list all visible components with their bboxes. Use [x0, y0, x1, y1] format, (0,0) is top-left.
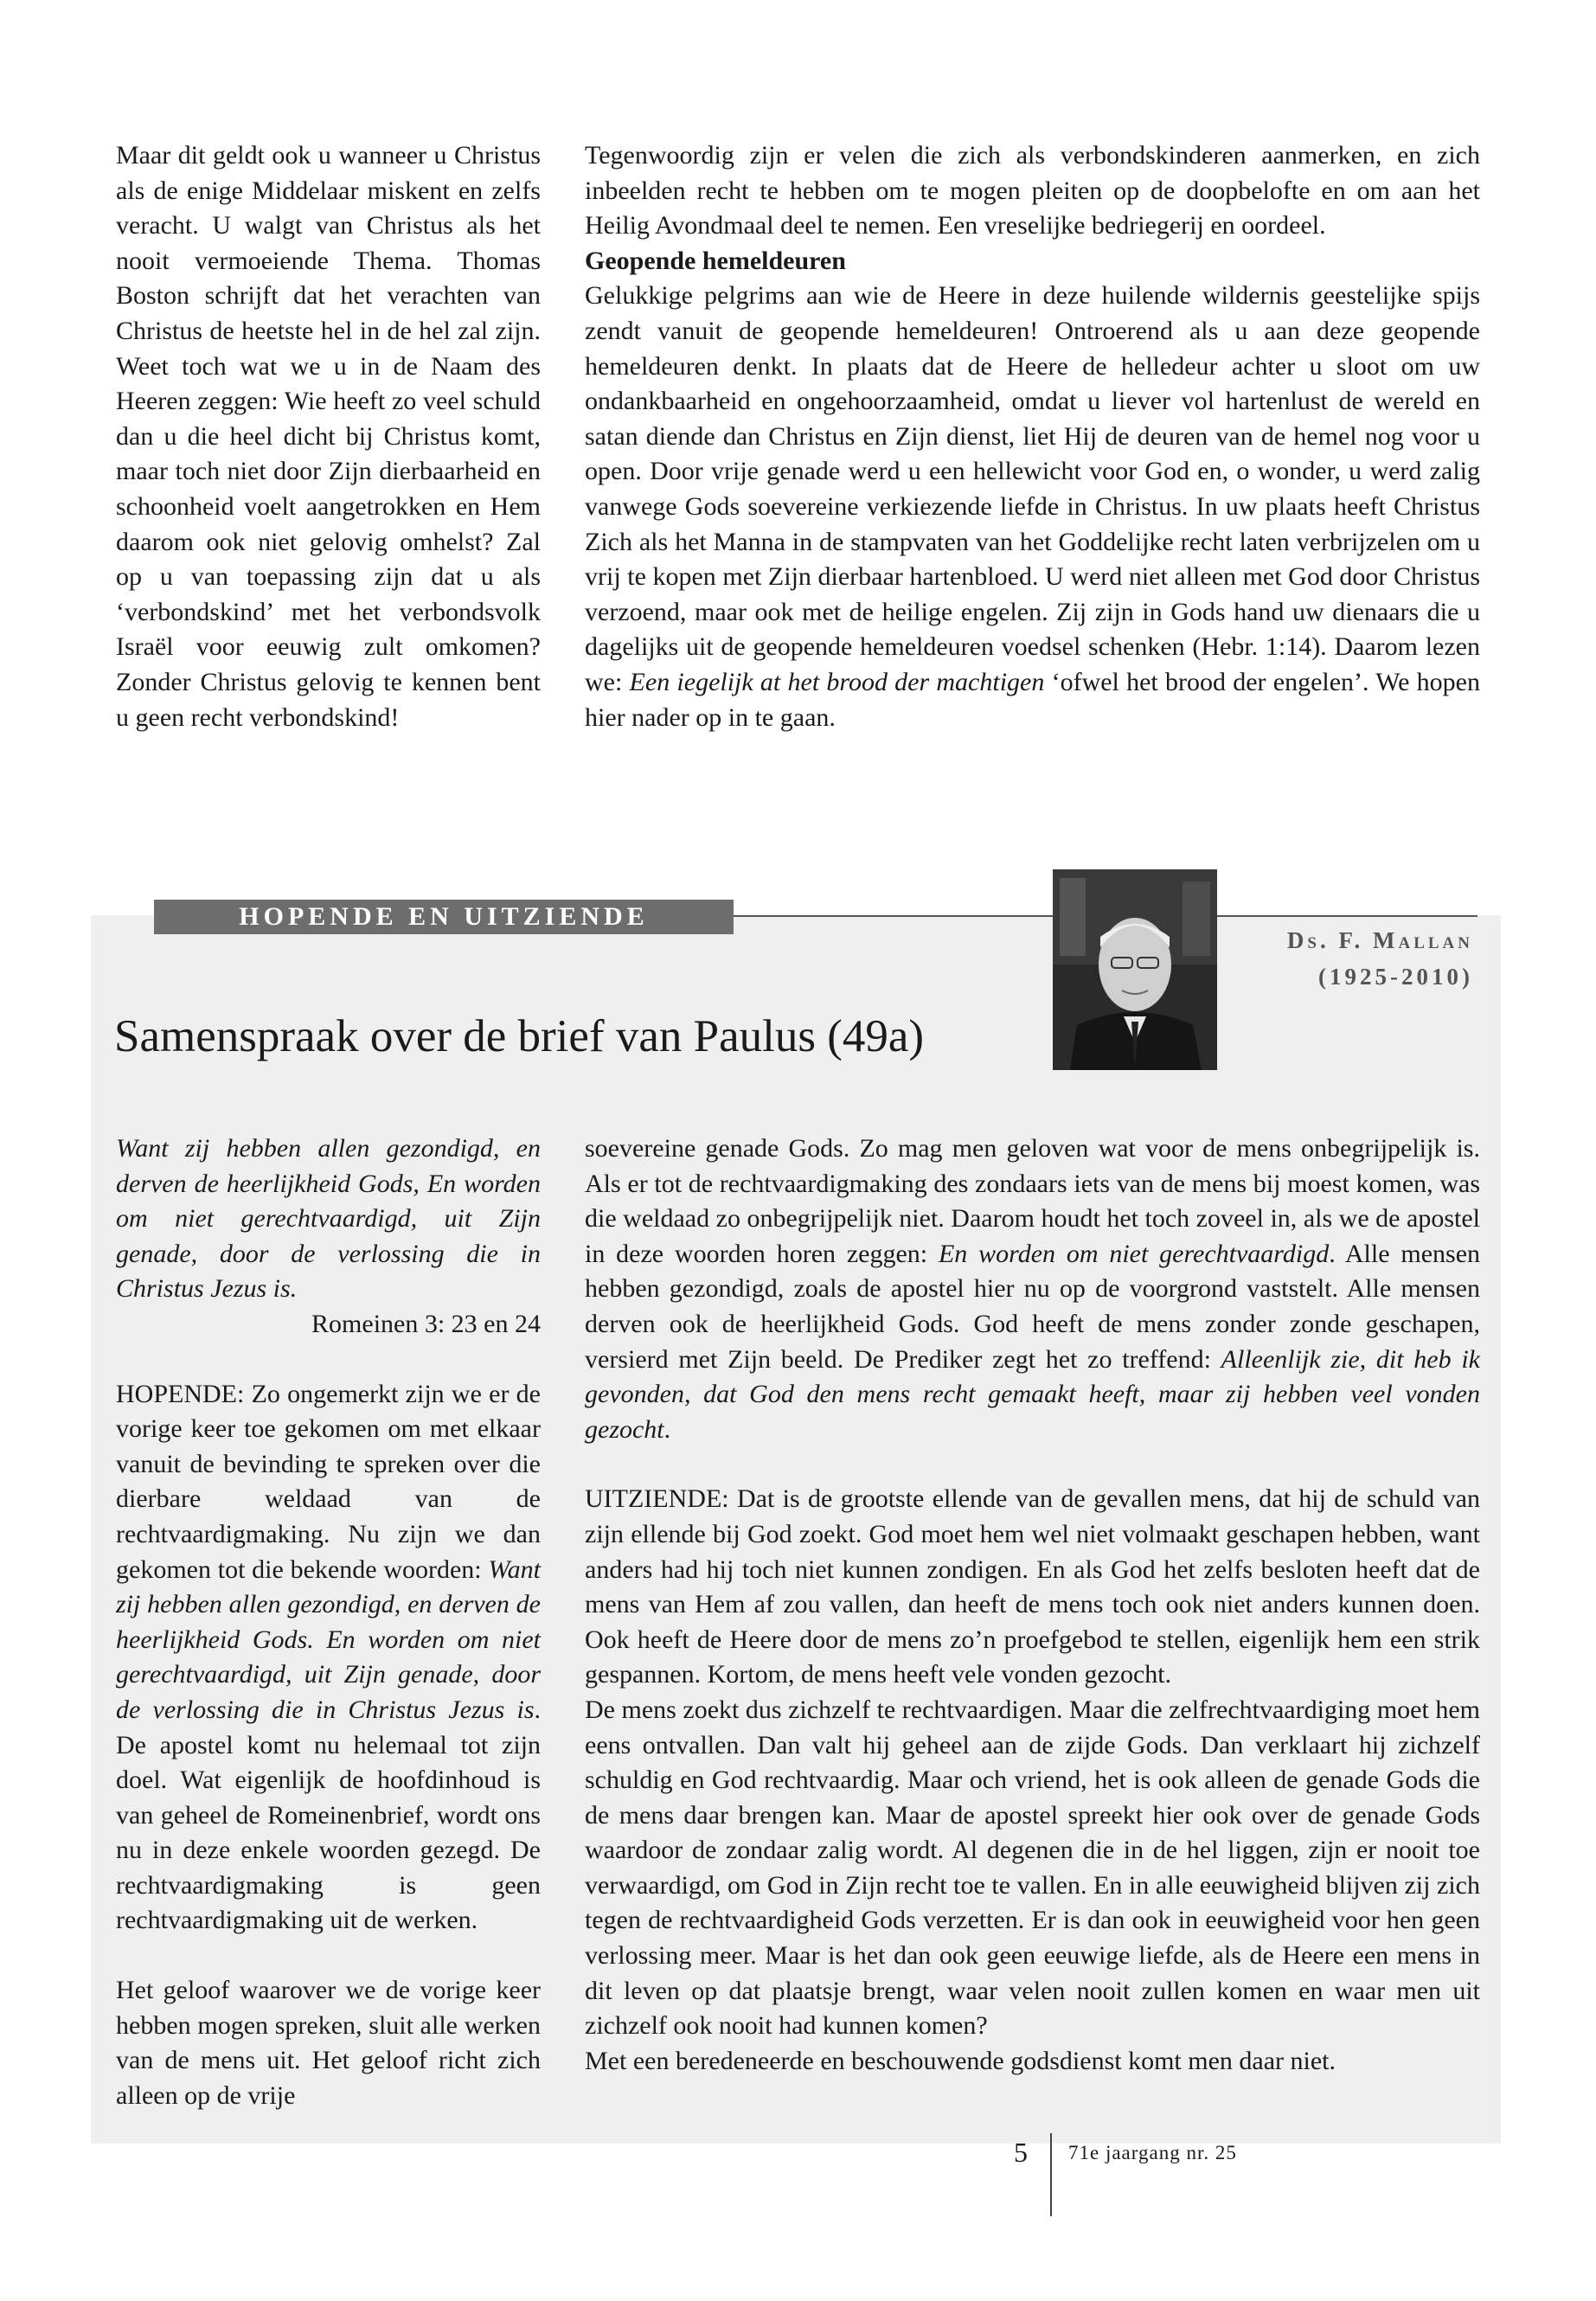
paragraph-text: soevereine genade Gods. Zo mag men geloven wat voor de mens onbegrijpelijk is. Als er tot de rechtvaardigmaking des zondaars iets van de mens bij moest komen, was die weldaad zo onbegrijpelijk niet. Daarom houdt het toch zoveel in, als we de apostel in deze woorden horen zeggen: — [585, 1134, 1480, 1268]
paragraph-text: . De apostel komt nu helemaal tot zijn doel. Wat eigenlijk de hoofdinhoud is van geheel de Romeinenbrief, wordt ons nu in deze enkele woorden gezegd. De rechtvaardigmaking is geen rechtvaardigmaking uit de werken. — [116, 1695, 541, 1935]
section-subheading: Geopende hemeldeuren — [585, 246, 846, 275]
article-title: Samenspraak over de brief van Paulus (49a) — [114, 1011, 925, 1061]
top-right-paragraph-1: Tegenwoordig zijn er velen die zich als verbondskinderen aanmerken, en zich inbeelden recht te hebben om te mogen pleiten op de doopbelofte en om aan het Heilig Avondmaal deel te nemen. Een vreselijke bedriegerij en oordeel. — [585, 141, 1480, 240]
epigraph-reference: Romeinen 3: 23 en 24 — [311, 1309, 541, 1338]
page-number: 5 — [1014, 2137, 1028, 2168]
lower-right-column — [585, 1131, 1480, 2079]
lower-right-paragraph-2: UITZIENDE: Dat is de grootste ellende van de gevallen mens, dat hij de schuld van zijn ellende bij God zoekt. God moet hem wel niet volmaakt geschapen hebben, want anders had hij toch niet kunnen zondigen. En als God het zelfs besloten heeft dat de mens van Hem af zou vallen, dan heeft de mens toch ook niet anders kunnen doen. Ook heeft de Heere door de mens zo’n proefgebod te stellen, eigenlijk hem een strik gespannen. Kortom, de mens heeft vele vonden gezocht. — [585, 1484, 1480, 1689]
lower-left-paragraph-1 — [116, 1377, 541, 1939]
issue-label: 71e jaargang nr. 25 — [1068, 2142, 1237, 2163]
paragraph-text: HOPENDE: Zo ongemerkt zijn we er de vorige keer toe gekomen om met elkaar vanuit de bevinding te spreken over die dierbare weldaad van de rechtvaardigmaking. Nu zijn we dan gekomen tot die bekende woorden: — [116, 1379, 541, 1584]
author-photo — [1053, 869, 1217, 1070]
author-byline — [1287, 922, 1473, 995]
scripture-quote: Een iegelijk at het brood der machtigen — [629, 667, 1045, 696]
scripture-quote: En worden om niet gerechtvaardigd — [938, 1239, 1330, 1268]
scripture-quote: Want zij hebben allen gezondigd, en derven de heerlijkheid Gods. En worden om niet gerechtvaardigd, uit Zijn genade, door de verlossing die in Christus Jezus is — [116, 1554, 541, 1724]
scripture-quote: Alleenlijk zie, dit heb ik gevonden, dat God den mens recht gemaakt heeft, maar zij hebben veel vonden gezocht — [585, 1344, 1480, 1444]
paragraph-text: ‘ofwel het brood der engelen’. We hopen hier nader op in te gaan. — [585, 667, 1480, 732]
top-left-paragraph: Maar dit geldt ook u wanneer u Christus als de enige Middelaar miskent en zelfs veracht. U walgt van Christus als het nooit vermoeiende Thema. Thomas Boston schrijft dat het verachten van Christus de heetste hel in de hel zal zijn. Weet toch wat we u in de Naam des Heeren zeggen: Wie heeft zo veel schuld dan u die heel dicht bij Christus komt, maar toch niet door Zijn dierbaarheid en schoonheid voelt aangetrokken en Hem daarom ook niet gelovig omhelst? Zal op u van toepassing zijn dat u als ‘verbondskind’ met het verbondsvolk Israël voor eeuwig zult omkomen? Zonder Christus gelovig te kennen bent u geen recht verbondskind! — [116, 141, 541, 732]
lower-left-paragraph-2: Het geloof waarover we de vorige keer hebben mogen spreken, sluit alle werken van de mens uit. Het geloof richt zich alleen op de vrije — [116, 1976, 541, 2110]
lower-right-paragraph-3: De mens zoekt dus zichzelf te rechtvaardigen. Maar die zelfrechtvaardiging moet hem eens ontvallen. Dan valt hij geheel aan de zijde Gods. Dan verklaart hij zichzelf schuldig en God rechtvaardig. Maar och vriend, het is ook alleen de genade Gods die de mens daar brengen kan. Maar de apostel spreekt hier ook over de genade Gods waardoor de zondaar zalig wordt. Al degenen die in de hel liggen, zijn er nooit toe verwaardigd, om God in Zijn recht toe te vallen. En in alle eeuwigheid blijven zij zich tegen de rechtvaardigheid Gods verzetten. Er is dan ook in eeuwigheid voor hen geen verlossing meer. Maar is het dan ook geen eeuwige liefde, als de Heere een mens in dit leven op dat plaatsje brengt, waar velen nooit zullen komen en waar men uit zichzelf ook nooit had kunnen komen? — [585, 1695, 1480, 2041]
lower-left-column — [116, 1131, 541, 2113]
author-name: Ds. F. Mallan — [1286, 927, 1473, 953]
author-years: (1925-2010) — [1318, 964, 1473, 990]
top-right-column — [585, 138, 1480, 735]
epigraph-quote: Want zij hebben allen gezondigd, en derven de heerlijkheid Gods, En worden om niet gerechtvaardigd, uit Zijn genade, door de verlossing die in Christus Jezus is. — [116, 1134, 541, 1304]
top-right-paragraph-2 — [585, 279, 1480, 735]
series-banner: HOPENDE EN UITZIENDE — [154, 900, 734, 934]
paragraph-text: . Alle mensen hebben gezondigd, zoals de apostel hier nu op de voorgrond vaststelt. Alle mensen derven ook de heerlijkheid Gods. God heeft de mens zonder zonde geschapen, versierd met Zijn beeld. De Prediker zegt het zo treffend: — [585, 1239, 1481, 1374]
paragraph-text: . — [663, 1414, 671, 1444]
lower-right-paragraph-4: Met een beredeneerde en beschouwende godsdienst komt men daar niet. — [585, 2046, 1336, 2075]
footer-divider — [1050, 2133, 1052, 2216]
lower-right-paragraph-1 — [585, 1131, 1480, 1447]
portrait-photo-icon — [1053, 869, 1217, 1070]
top-left-column — [116, 138, 541, 735]
paragraph-text: Gelukkige pelgrims aan wie de Heere in deze huilende wildernis geestelijke spijs zendt vanuit de geopende hemeldeuren! Ontroerend als u aan deze geopende hemeldeuren denkt. In plaats dat de Heere de helledeur achter u sloot om uw ondankbaarheid en ongehoorzaamheid, omdat u liever vol hartenlust de wereld en satan diende dan Christus en Zijn dienst, liet Hij de deuren van de hemel nog voor u open. Door vrije genade werd u een hellewicht voor God en, o wonder, u werd zalig vanwege Gods soevereine verkiezende liefde in Christus. In uw plaats heeft Christus Zich als het Manna in de stampvaten van het Goddelijke recht laten verbrijzelen om u vrij te kopen met Zijn dierbaar hartenbloed. U werd niet alleen met God door Christus verzoend, maar ook met de heilige engelen. Zij zijn in Gods hand uw dienaars die u dagelijks uit de geopende hemeldeuren voedsel schenken (Hebr. 1:14). Daarom lezen we: — [585, 281, 1480, 696]
